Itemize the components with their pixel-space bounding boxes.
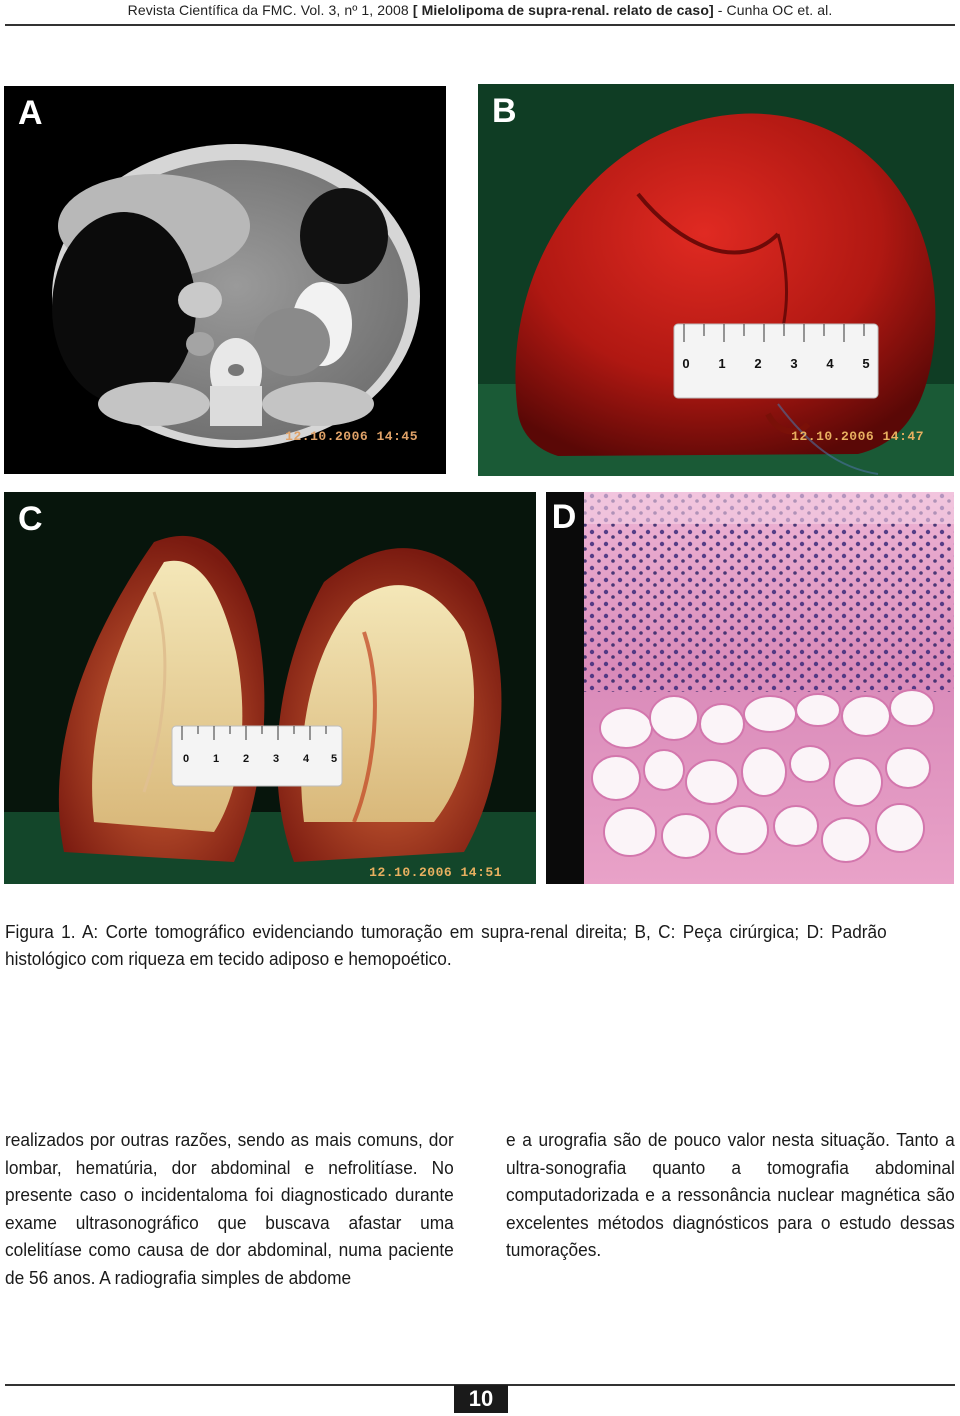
ruler-mark: 1 (718, 356, 726, 371)
figure-caption-text: Figura 1. A: Corte tomográfico evidenciando tumoração em supra-renal direita; B, C: Peça cirúrgica; D: Padrão histológico com riqueza em tecido adiposo e hemopoético. (5, 921, 887, 969)
running-head-title: [ Mielolipoma de supra-renal. relato de caso] (412, 2, 714, 18)
body-column-left (5, 1126, 454, 1291)
body-paragraph: e a urografia são de pouco valor nesta situação. Tanto a ultra-sonografia quanto a tomografia abdominal computadorizada e a ressonância nuclear magnética são excelentes métodos diagnósticos para o estudo dessas tumorações. (506, 1129, 955, 1260)
ruler-mark: 4 (302, 753, 310, 765)
date-stamp: 12.10.2006 14:51 (369, 865, 502, 880)
ruler-mark: 0 (182, 753, 190, 765)
panel-label: A (18, 94, 43, 132)
running-head (0, 2, 960, 18)
ruler-mark: 5 (330, 753, 338, 765)
page-number: 10 (454, 1385, 508, 1413)
ruler-mark: 0 (682, 356, 690, 371)
body-column-right (506, 1126, 955, 1264)
panel-label: B (492, 92, 517, 130)
date-stamp: 12.10.2006 14:47 (791, 429, 924, 444)
header-rule (5, 24, 955, 26)
panel-label-strip (546, 492, 584, 884)
panel-label: D (551, 498, 577, 536)
ruler-mark: 4 (826, 356, 834, 371)
surgical-specimen-image (478, 84, 954, 476)
figure-caption (5, 918, 887, 972)
panel-label: C (18, 500, 43, 538)
histology-image (546, 492, 954, 884)
ruler-mark: 2 (754, 356, 762, 371)
figure-panel-d (546, 492, 954, 884)
sectioned-specimen-image (4, 492, 536, 884)
date-stamp: 12.10.2006 14:45 (285, 429, 418, 444)
figure-panel-b (478, 84, 954, 476)
ruler-mark: 1 (212, 753, 220, 765)
body-paragraph: realizados por outras razões, sendo as mais comuns, dor lombar, hematúria, dor abdominal e nefrolitíase. No presente caso o incidentaloma foi diagnosticado durante exame ultrasonográfico que buscava afastar uma colelitíase como causa de dor abdominal, numa paciente de 56 anos. A radiografia simples de abdome (5, 1129, 454, 1288)
ruler-mark: 2 (242, 753, 250, 765)
running-head-journal: Revista Científica da FMC. Vol. 3, nº 1, 2008 (127, 2, 409, 18)
figure-panel-a (4, 86, 446, 474)
figure-panel-c (4, 492, 536, 884)
ruler-mark: 3 (272, 753, 280, 765)
ruler-mark: 3 (790, 356, 798, 371)
ct-scan-image (4, 86, 446, 474)
ruler-mark: 5 (862, 356, 870, 371)
running-head-authors: - Cunha OC et. al. (717, 2, 833, 18)
